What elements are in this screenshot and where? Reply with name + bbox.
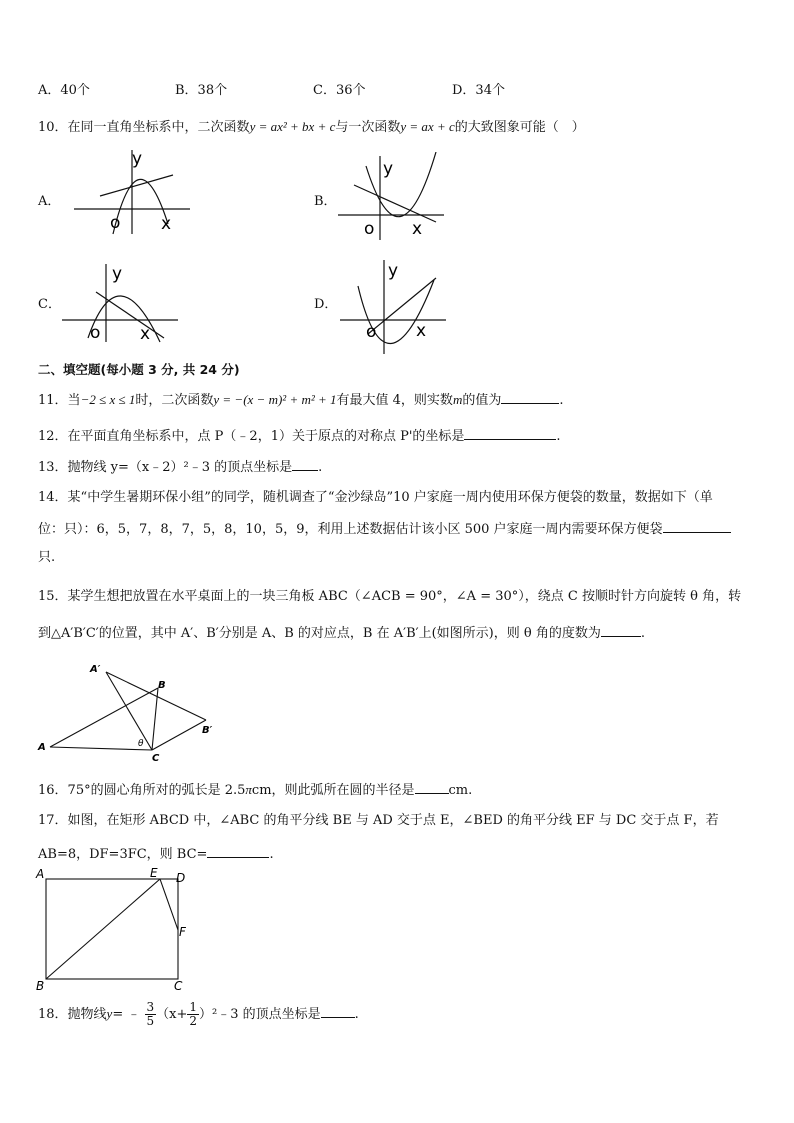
q16-unit: cm. bbox=[448, 783, 473, 798]
q10-graph-b-y-label: y bbox=[383, 159, 394, 179]
q18 bbox=[38, 994, 359, 1034]
q11-text-d: 的值为 bbox=[462, 393, 502, 408]
q10-graph-b bbox=[336, 152, 446, 244]
q18-mid-a: （x+ bbox=[156, 1007, 188, 1022]
q18-f2-den: 2 bbox=[189, 1014, 198, 1028]
q10-graph-d-y-label: y bbox=[388, 261, 399, 281]
q10-option-d-label: D． bbox=[314, 297, 338, 312]
q12-tail: . bbox=[556, 429, 561, 444]
q11-var: m bbox=[452, 392, 463, 407]
q16-text-a: 16．75°的圆心角所对的弧长是 2.5 bbox=[38, 783, 246, 798]
q11-answer-blank[interactable] bbox=[501, 389, 559, 404]
q17-label-d: D bbox=[176, 871, 186, 885]
q15-tail: . bbox=[640, 626, 645, 641]
q18-fraction-1-2 bbox=[187, 1001, 199, 1028]
q18-eq: = ﹣ bbox=[112, 1007, 141, 1022]
q15-label-theta: θ bbox=[138, 739, 144, 749]
q9-option-d: D．34个 bbox=[452, 83, 505, 98]
q14-line1: 14．某“中学生暑期环保小组”的同学，随机调查了“金沙绿岛”10 户家庭一周内使用环保方便袋的数量，数据如下（单 bbox=[38, 490, 713, 505]
q12-answer-blank[interactable] bbox=[464, 425, 556, 440]
q10-graph-c-origin: o bbox=[90, 323, 101, 343]
q18-f1-num: 3 bbox=[146, 1000, 155, 1014]
q17-label-a: A bbox=[36, 867, 45, 881]
q17-answer-blank[interactable] bbox=[207, 843, 269, 858]
q17-line1: 17．如图，在矩形 ABCD 中，∠ABC 的角平分线 BE 与 AD 交于点 E，∠BED 的角平分线 EF 与 DC 交于点 F，若 bbox=[38, 813, 719, 828]
q11-condition: −2 ≤ x ≤ 1 bbox=[80, 392, 136, 407]
q17-line2 bbox=[38, 843, 274, 865]
q13-text: 13．抛物线 y=（x﹣2）²﹣3 的顶点坐标是 bbox=[38, 460, 293, 475]
q10-stem bbox=[38, 117, 585, 138]
q10-graph-b-x-label: x bbox=[412, 219, 423, 239]
q17-label-f: F bbox=[179, 925, 186, 939]
q10-graph-a bbox=[70, 148, 190, 236]
q11 bbox=[38, 389, 563, 411]
section-title: 二、填空题(每小题 3 分, 共 24 分) bbox=[38, 362, 240, 377]
q10-graph-d bbox=[338, 258, 448, 356]
q9-option-b: B．38个 bbox=[175, 83, 228, 98]
q10-quadratic: y = ax² + bx + c bbox=[249, 119, 336, 134]
q10-graph-d-origin: o bbox=[366, 322, 377, 342]
q16-text-b: cm，则此弧所在圆的半径是 bbox=[251, 783, 415, 798]
q10-graph-c-y-label: y bbox=[112, 264, 123, 284]
q18-number: 18．抛物线 bbox=[38, 1007, 107, 1022]
q18-tail: . bbox=[354, 1007, 359, 1022]
q15-label-a-prime: A′ bbox=[90, 664, 101, 675]
q10-graph-a-x-label: x bbox=[161, 214, 172, 234]
q10-text-b: 与一次函数 bbox=[335, 120, 401, 135]
q15-label-a: A bbox=[38, 742, 46, 753]
q16-pi: π bbox=[245, 782, 252, 797]
q17-figure bbox=[32, 864, 202, 994]
q18-fraction-3-5 bbox=[145, 1001, 157, 1028]
q10-option-c-label: C． bbox=[38, 297, 61, 312]
q18-y: y bbox=[106, 1006, 113, 1021]
q14-answer-blank[interactable] bbox=[663, 518, 731, 533]
q18-f2-num: 1 bbox=[189, 1000, 198, 1014]
q10-graph-a-y-label: y bbox=[132, 149, 143, 169]
q10-graph-c bbox=[60, 262, 180, 344]
q11-text-b: 时，二次函数 bbox=[135, 393, 214, 408]
q10-linear: y = ax + c bbox=[400, 119, 455, 134]
q15-line2-text: 到△A′B′C′的位置，其中 A′、B′分别是 A、B 的对应点，B 在 A′B′上(如图所示)，则 θ 角的度数为 bbox=[38, 626, 601, 641]
q13 bbox=[38, 456, 322, 478]
q16 bbox=[38, 779, 472, 801]
q18-mid-b: ）²﹣3 的顶点坐标是 bbox=[199, 1007, 321, 1022]
q11-tail: . bbox=[559, 393, 564, 408]
q17-label-c: C bbox=[174, 979, 183, 993]
q10-text-a: 在同一直角坐标系中，二次函数 bbox=[67, 120, 250, 135]
q15-line2 bbox=[38, 622, 645, 644]
q14-line3: 只. bbox=[38, 550, 56, 565]
q14-line2 bbox=[38, 518, 731, 540]
q10-number: 10． bbox=[38, 120, 68, 135]
q15-answer-blank[interactable] bbox=[601, 622, 641, 637]
q17-label-b: B bbox=[36, 979, 45, 993]
q10-graph-a-origin: o bbox=[110, 213, 121, 233]
q9-option-c: C．36个 bbox=[313, 83, 366, 98]
q10-text-c: 的大致图象可能（ ） bbox=[454, 120, 585, 135]
q11-text-c: 有最大值 4，则实数 bbox=[336, 393, 453, 408]
q17-tail: . bbox=[269, 847, 274, 862]
q11-function: y = −(x − m)² + m² + 1 bbox=[213, 392, 337, 407]
q12 bbox=[38, 425, 561, 447]
q10-graph-d-x-label: x bbox=[416, 321, 427, 341]
q13-tail: . bbox=[318, 460, 323, 475]
q10-graph-b-origin: o bbox=[364, 219, 375, 239]
q15-line1: 15．某学生想把放置在水平桌面上的一块三角板 ABC（∠ACB = 90°，∠A = 30°），绕点 C 按顺时针方向旋转 θ 角，转 bbox=[38, 589, 742, 604]
q10-option-a-label: A． bbox=[38, 194, 61, 209]
q15-label-b: B bbox=[158, 680, 166, 691]
q15-label-c: C bbox=[152, 753, 160, 764]
q14-line2-text: 位：只）：6，5，7，8，7，5，8，10，5，9，利用上述数据估计该小区 500 户家庭一周内需要环保方便袋 bbox=[38, 522, 663, 537]
q16-answer-blank[interactable] bbox=[415, 779, 449, 794]
q18-answer-blank[interactable] bbox=[321, 1003, 355, 1018]
q17-label-e: E bbox=[150, 866, 158, 880]
q11-number: 11． bbox=[38, 393, 68, 408]
q15-label-b-prime: B′ bbox=[202, 725, 213, 736]
q12-text: 12．在平面直角坐标系中，点 P（﹣2，1）关于原点的对称点 P'的坐标是 bbox=[38, 429, 465, 444]
q11-text-a: 当 bbox=[67, 393, 81, 408]
q15-figure bbox=[34, 660, 224, 768]
q13-answer-blank[interactable] bbox=[292, 456, 318, 471]
q10-option-b-label: B． bbox=[314, 194, 337, 209]
q17-line2-text: AB=8，DF=3FC，则 BC= bbox=[38, 847, 208, 862]
q9-option-a: A．40个 bbox=[38, 83, 90, 98]
q10-graph-c-x-label: x bbox=[140, 324, 151, 344]
q18-f1-den: 5 bbox=[146, 1014, 155, 1028]
